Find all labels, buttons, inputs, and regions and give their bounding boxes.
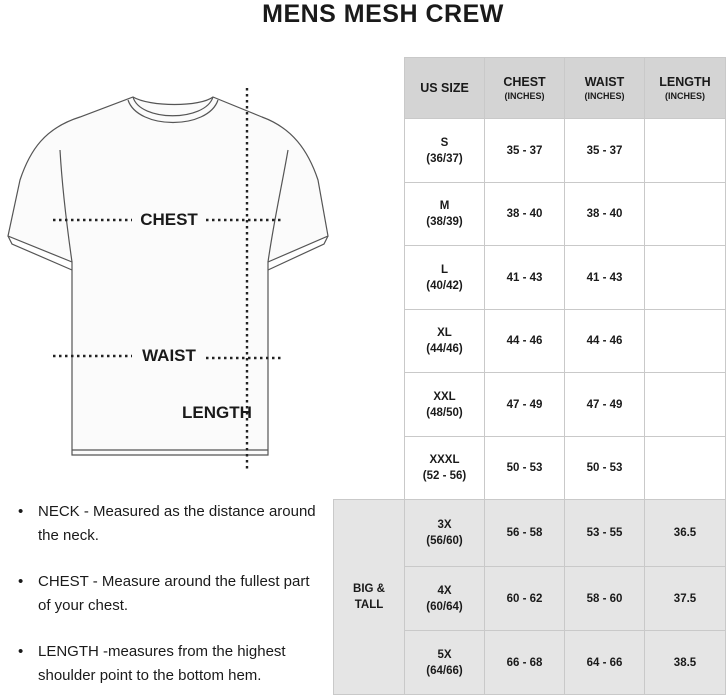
- length-cell: [644, 499, 726, 567]
- table-header-cell: [564, 57, 645, 119]
- note-text: CHEST - Measure around the fullest part of your chest.: [38, 573, 310, 614]
- size-label: XXXL: [429, 454, 460, 466]
- waist-cell: [564, 118, 645, 183]
- chest-value: 44 - 46: [506, 335, 543, 347]
- chest-cell: [484, 245, 565, 310]
- waist-value: 50 - 53: [586, 462, 623, 474]
- header-label: US SIZE: [420, 81, 469, 95]
- header-label: WAIST: [584, 74, 625, 89]
- waist-value: 41 - 43: [586, 271, 623, 284]
- length-value: 36.5: [673, 527, 697, 539]
- size-cell: [404, 182, 485, 246]
- header-unit: (INCHES): [504, 90, 545, 101]
- waist-value: 44 - 46: [586, 335, 623, 347]
- waist-cell: [564, 630, 645, 695]
- size-eu-label: (64/66): [426, 664, 463, 677]
- bullet-icon: •: [18, 643, 24, 660]
- tshirt-outline: [8, 97, 328, 455]
- tshirt-diagram: [0, 80, 340, 480]
- page-title: MENS MESH CREW: [262, 0, 504, 28]
- chest-value: 66 - 68: [506, 656, 543, 669]
- length-label: LENGTH: [182, 403, 252, 422]
- waist-cell: [564, 372, 645, 437]
- size-label: 5X: [437, 648, 452, 661]
- length-cell: [644, 118, 726, 183]
- length-value: 37.5: [673, 592, 697, 605]
- size-eu-label: (38/39): [426, 216, 463, 228]
- chest-cell: [484, 630, 565, 695]
- chest-value: 47 - 49: [506, 398, 543, 411]
- bullet-icon: •: [18, 573, 24, 590]
- note-item: [18, 640, 318, 688]
- waist-value: 35 - 37: [586, 144, 623, 157]
- size-cell: [404, 566, 485, 631]
- waist-label: WAIST: [142, 346, 196, 365]
- header-label: LENGTH: [659, 74, 711, 89]
- note-text: NECK - Measured as the distance around the neck.: [38, 503, 316, 544]
- chest-cell: [484, 566, 565, 631]
- size-label: 4X: [437, 584, 452, 597]
- header-unit: (INCHES): [665, 90, 705, 101]
- size-cell: [404, 436, 485, 500]
- chest-value: 60 - 62: [506, 592, 543, 605]
- waist-value: 53 - 55: [586, 527, 623, 539]
- size-eu-label: (56/60): [426, 535, 463, 547]
- size-eu-label: (60/64): [426, 600, 463, 613]
- length-cell: [644, 245, 726, 310]
- size-label: 3X: [437, 519, 452, 531]
- size-cell: [404, 118, 485, 183]
- length-cell: [644, 372, 726, 437]
- waist-value: 64 - 66: [586, 656, 623, 669]
- waist-value: 58 - 60: [586, 592, 623, 605]
- waist-value: 47 - 49: [586, 398, 623, 411]
- size-label: XL: [437, 327, 452, 339]
- waist-cell: [564, 436, 645, 500]
- size-cell: [404, 245, 485, 310]
- waist-cell: [564, 566, 645, 631]
- chest-label: CHEST: [140, 210, 198, 229]
- length-cell: [644, 436, 726, 500]
- size-eu-label: (36/37): [426, 152, 463, 165]
- length-cell: [644, 630, 726, 695]
- length-cell: [644, 182, 726, 246]
- note-item: [18, 500, 318, 548]
- size-cell: [404, 372, 485, 437]
- chest-value: 35 - 37: [506, 144, 543, 157]
- chest-value: 50 - 53: [506, 462, 543, 474]
- chest-cell: [484, 372, 565, 437]
- note-text: LENGTH -measures from the highest shoulder point to the bottom hem.: [38, 643, 286, 684]
- waist-cell: [564, 499, 645, 567]
- size-eu-label: (48/50): [426, 406, 463, 419]
- table-header-cell: [644, 57, 726, 119]
- header-unit: (INCHES): [584, 90, 625, 101]
- length-cell: [644, 566, 726, 631]
- length-value: 38.5: [673, 656, 697, 669]
- chest-cell: [484, 436, 565, 500]
- size-eu-label: (40/42): [426, 279, 463, 292]
- waist-cell: [564, 245, 645, 310]
- table-header-cell: [404, 57, 485, 119]
- chest-cell: [484, 499, 565, 567]
- size-eu-label: (44/46): [426, 343, 463, 355]
- chest-cell: [484, 118, 565, 183]
- chest-value: 56 - 58: [506, 527, 543, 539]
- chest-cell: [484, 309, 565, 373]
- length-cell: [644, 309, 726, 373]
- size-label: XXL: [433, 390, 456, 403]
- big-tall-label: BIG & TALL: [353, 583, 385, 611]
- waist-cell: [564, 309, 645, 373]
- note-item: [18, 570, 318, 618]
- chest-value: 38 - 40: [506, 208, 543, 220]
- header-label: CHEST: [503, 74, 546, 89]
- bullet-icon: •: [18, 503, 24, 520]
- size-label: L: [440, 263, 449, 276]
- size-cell: [404, 630, 485, 695]
- size-eu-label: (52 - 56): [422, 470, 467, 482]
- chest-cell: [484, 182, 565, 246]
- big-tall-label-cell: [333, 499, 405, 695]
- waist-value: 38 - 40: [586, 208, 623, 220]
- size-label: M: [439, 200, 450, 212]
- chest-value: 41 - 43: [506, 271, 543, 284]
- size-cell: [404, 309, 485, 373]
- size-cell: [404, 499, 485, 567]
- table-header-cell: [484, 57, 565, 119]
- waist-cell: [564, 182, 645, 246]
- size-label: S: [440, 136, 449, 149]
